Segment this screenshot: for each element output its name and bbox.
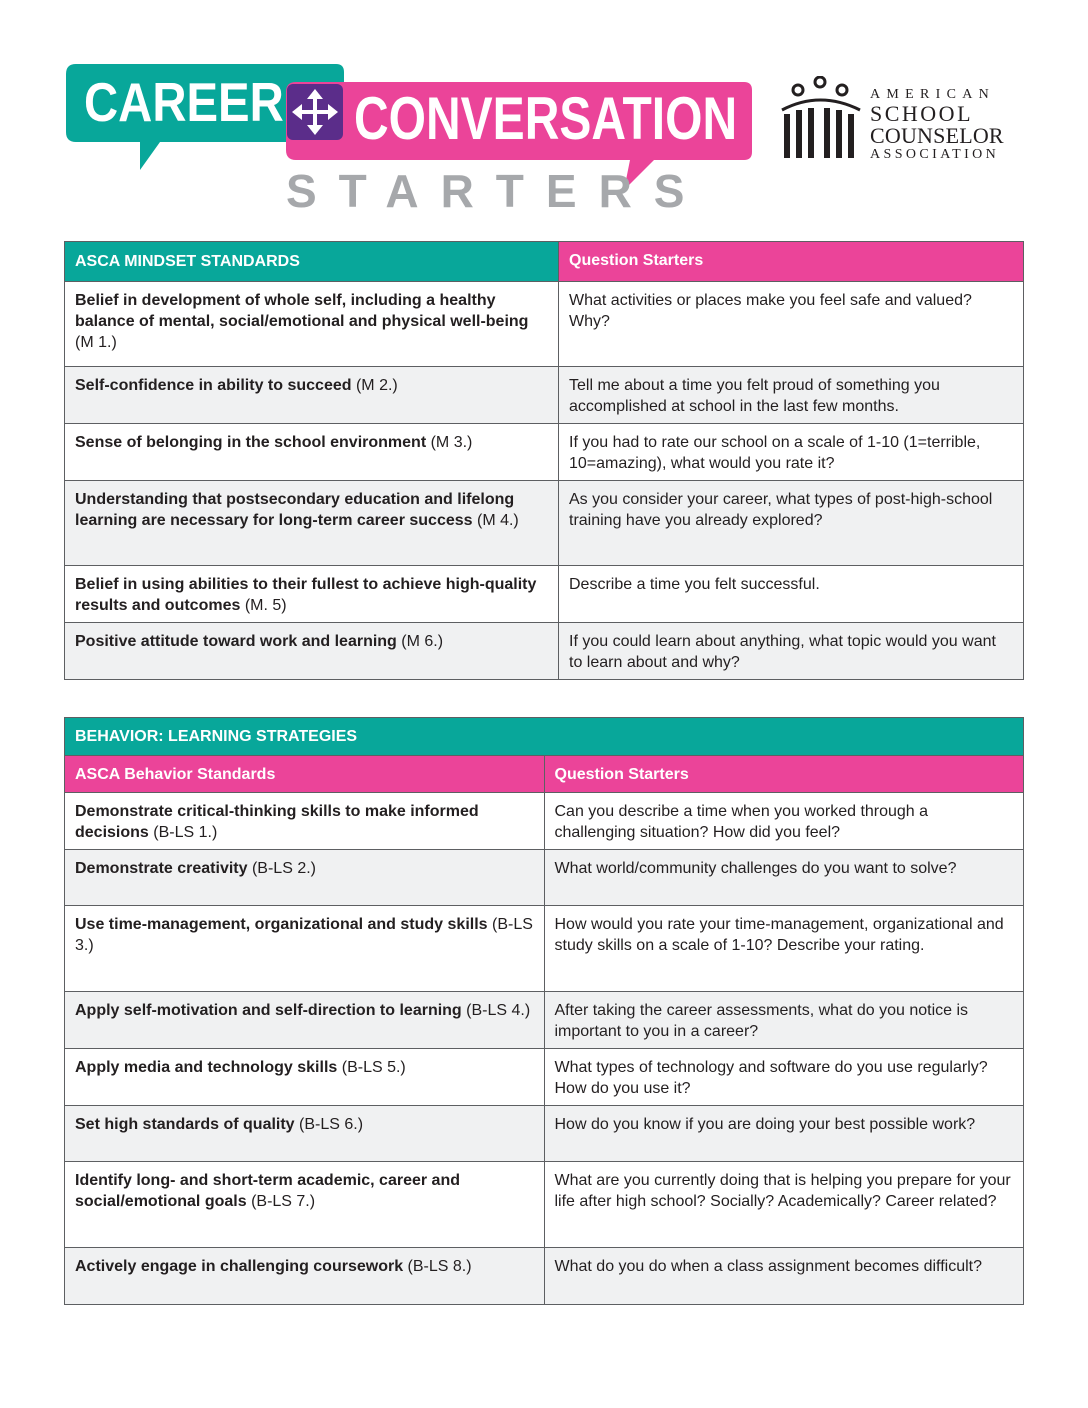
mindset-title: ASCA MINDSET STANDARDS	[65, 242, 559, 282]
logo-word-starters: STARTERS	[286, 165, 707, 217]
logo-word-career: CAREER	[84, 71, 284, 133]
asca-line-school: SCHOOL	[870, 101, 974, 126]
question-cell: Describe a time you felt successful.	[559, 566, 1024, 623]
table-row	[65, 566, 1024, 623]
question-cell: As you consider your career, what types of post-high-school training have you already explored?	[559, 481, 1024, 566]
behavior-standards-header: ASCA Behavior Standards	[65, 756, 545, 793]
asca-wordmark	[870, 88, 1004, 162]
standard-cell: Identify long- and short-term academic, career and social/emotional goals (B-LS 7.)	[65, 1162, 545, 1248]
table-row	[65, 992, 1024, 1049]
standard-cell: Positive attitude toward work and learning (M 6.)	[65, 623, 559, 680]
table-row	[65, 850, 1024, 906]
table-row	[65, 367, 1024, 424]
logo-word-conversation: CONVERSATION	[354, 85, 738, 152]
mindset-standards-table	[64, 241, 1024, 680]
standard-cell: Belief in using abilities to their fullest to achieve high-quality results and outcomes (M. 5)	[65, 566, 559, 623]
question-cell: What do you do when a class assignment becomes difficult?	[544, 1248, 1024, 1305]
asca-line-american: AMERICAN	[870, 87, 996, 102]
table-row	[65, 1049, 1024, 1106]
question-cell: What world/community challenges do you want to solve?	[544, 850, 1024, 906]
asca-line-counselor: COUNSELOR	[870, 123, 1004, 148]
table-row	[65, 623, 1024, 680]
standard-cell: Demonstrate creativity (B-LS 2.)	[65, 850, 545, 906]
table-row	[65, 1106, 1024, 1162]
question-cell: How would you rate your time-management, organizational and study skills on a scale of 1-10? Describe your rating.	[544, 906, 1024, 992]
table-row	[65, 1162, 1024, 1248]
table-row	[65, 793, 1024, 850]
standard-cell: Actively engage in challenging coursework (B-LS 8.)	[65, 1248, 545, 1305]
table-row	[65, 1248, 1024, 1305]
question-cell: What are you currently doing that is helping you prepare for your life after high school? Socially? Academically? Career related?	[544, 1162, 1024, 1248]
question-cell: If you had to rate our school on a scale of 1-10 (1=terrible, 10=amazing), what would you rate it?	[559, 424, 1024, 481]
question-cell: If you could learn about anything, what topic would you want to learn about and why?	[559, 623, 1024, 680]
table-row	[65, 282, 1024, 367]
behavior-standards-table	[64, 717, 1024, 1305]
question-cell: What types of technology and software do you use regularly? How do you use it?	[544, 1049, 1024, 1106]
question-starters-header: Question Starters	[544, 756, 1024, 793]
standard-cell: Demonstrate critical-thinking skills to make informed decisions (B-LS 1.)	[65, 793, 545, 850]
standard-cell: Use time-management, organizational and study skills (B-LS 3.)	[65, 906, 545, 992]
question-cell: After taking the career assessments, what do you notice is important to you in a career?	[544, 992, 1024, 1049]
table-title-row	[65, 718, 1024, 756]
table-row	[65, 906, 1024, 992]
behavior-title: BEHAVIOR: LEARNING STRATEGIES	[65, 718, 1024, 756]
asca-line-association: ASSOCIATION	[870, 147, 1000, 162]
question-cell: Tell me about a time you felt proud of something you accomplished at school in the last few months.	[559, 367, 1024, 424]
standard-cell: Apply media and technology skills (B-LS 5.)	[65, 1049, 545, 1106]
standard-cell: Belief in development of whole self, including a healthy balance of mental, social/emotional and physical well-being (M 1.)	[65, 282, 559, 367]
standard-cell: Sense of belonging in the school environment (M 3.)	[65, 424, 559, 481]
table-header-row	[65, 242, 1024, 282]
page-header	[0, 0, 1088, 230]
question-starters-header: Question Starters	[559, 242, 1024, 282]
standard-cell: Apply self-motivation and self-direction to learning (B-LS 4.)	[65, 992, 545, 1049]
standard-cell: Understanding that postsecondary education and lifelong learning are necessary for long-term career success (M 4.)	[65, 481, 559, 566]
standard-cell: Self-confidence in ability to succeed (M 2.)	[65, 367, 559, 424]
question-cell: Can you describe a time when you worked through a challenging situation? How did you feel?	[544, 793, 1024, 850]
standard-cell: Set high standards of quality (B-LS 6.)	[65, 1106, 545, 1162]
table-header-row	[65, 756, 1024, 793]
question-cell: How do you know if you are doing your best possible work?	[544, 1106, 1024, 1162]
table-row	[65, 481, 1024, 566]
question-cell: What activities or places make you feel safe and valued? Why?	[559, 282, 1024, 367]
table-row	[65, 424, 1024, 481]
